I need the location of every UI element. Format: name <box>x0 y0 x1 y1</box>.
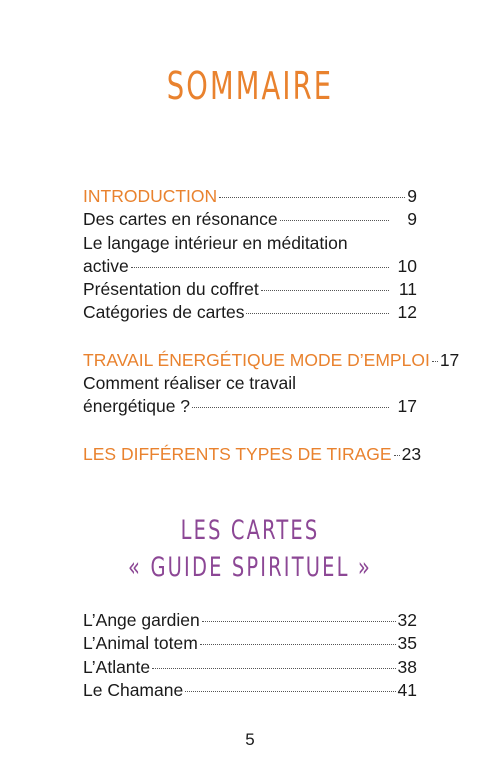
section-title-line1: LES CARTES <box>180 515 320 546</box>
toc-entry-tirage[interactable] <box>83 443 422 466</box>
toc-entry-chamane[interactable] <box>83 679 417 702</box>
toc-page: 9 <box>407 186 417 206</box>
section-title-line2: « GUIDE SPIRITUEL » <box>128 552 372 583</box>
toc-page: 35 <box>397 633 417 654</box>
toc-label: INTRODUCTION <box>83 186 218 206</box>
dot-leader <box>202 621 396 622</box>
dot-leader <box>185 691 395 692</box>
toc-label: Présentation du coffret <box>83 279 259 300</box>
dot-leader <box>131 267 389 268</box>
dot-leader <box>192 407 389 408</box>
toc-page: 17 <box>397 396 417 417</box>
toc-page: 11 <box>398 279 417 300</box>
toc-entry-langage[interactable] <box>83 255 417 278</box>
toc-entry-ange[interactable] <box>83 609 417 632</box>
dot-leader <box>200 644 396 645</box>
toc-entry-comment[interactable] <box>83 395 417 418</box>
toc-label: L’Atlante <box>83 656 151 677</box>
toc-page: 38 <box>397 656 417 677</box>
dot-leader <box>280 220 389 221</box>
page-title: SOMMAIRE <box>166 64 334 108</box>
toc-label: énergétique ? <box>83 396 191 417</box>
dot-leader <box>261 290 389 291</box>
toc-entry-introduction[interactable] <box>83 185 417 208</box>
toc-label: Le Chamane <box>83 679 184 700</box>
toc-label: LES DIFFÉRENTS TYPES DE TIRAGE <box>83 443 392 464</box>
toc-entry-presentation[interactable] <box>83 278 417 301</box>
toc-page: 17 <box>439 349 460 370</box>
toc-entry-resonance[interactable] <box>83 208 417 231</box>
toc-label: L’Animal totem <box>83 633 198 654</box>
toc-page: 32 <box>397 610 417 630</box>
toc-entry-animal[interactable] <box>83 632 417 655</box>
dot-leader <box>219 197 405 198</box>
toc-page: 10 <box>397 255 417 276</box>
toc-guide-spirituel <box>83 609 417 702</box>
dot-leader <box>394 455 400 456</box>
dot-leader <box>152 668 395 669</box>
dot-leader <box>246 313 389 314</box>
toc-label-line: Le langage intérieur en méditation <box>83 232 348 253</box>
toc-main <box>83 185 460 466</box>
toc-page: 41 <box>397 679 417 700</box>
toc-page: 23 <box>401 443 422 464</box>
toc-label: TRAVAIL ÉNERGÉTIQUE MODE D’EMPLOI <box>83 349 430 370</box>
toc-label: Des cartes en résonance <box>83 209 278 230</box>
toc-label: Catégories de cartes <box>83 302 245 323</box>
toc-entry-travail[interactable] <box>83 349 460 372</box>
toc-label: active <box>83 255 129 276</box>
toc-page: 12 <box>397 302 417 323</box>
toc-entry-categories[interactable] <box>83 301 417 324</box>
toc-label-line: Comment réaliser ce travail <box>83 373 296 394</box>
toc-entry-atlante[interactable] <box>83 656 417 679</box>
page-number: 5 <box>245 730 255 749</box>
toc-page: 9 <box>407 209 417 230</box>
toc-label: L’Ange gardien <box>83 610 200 630</box>
dot-leader <box>432 361 438 362</box>
